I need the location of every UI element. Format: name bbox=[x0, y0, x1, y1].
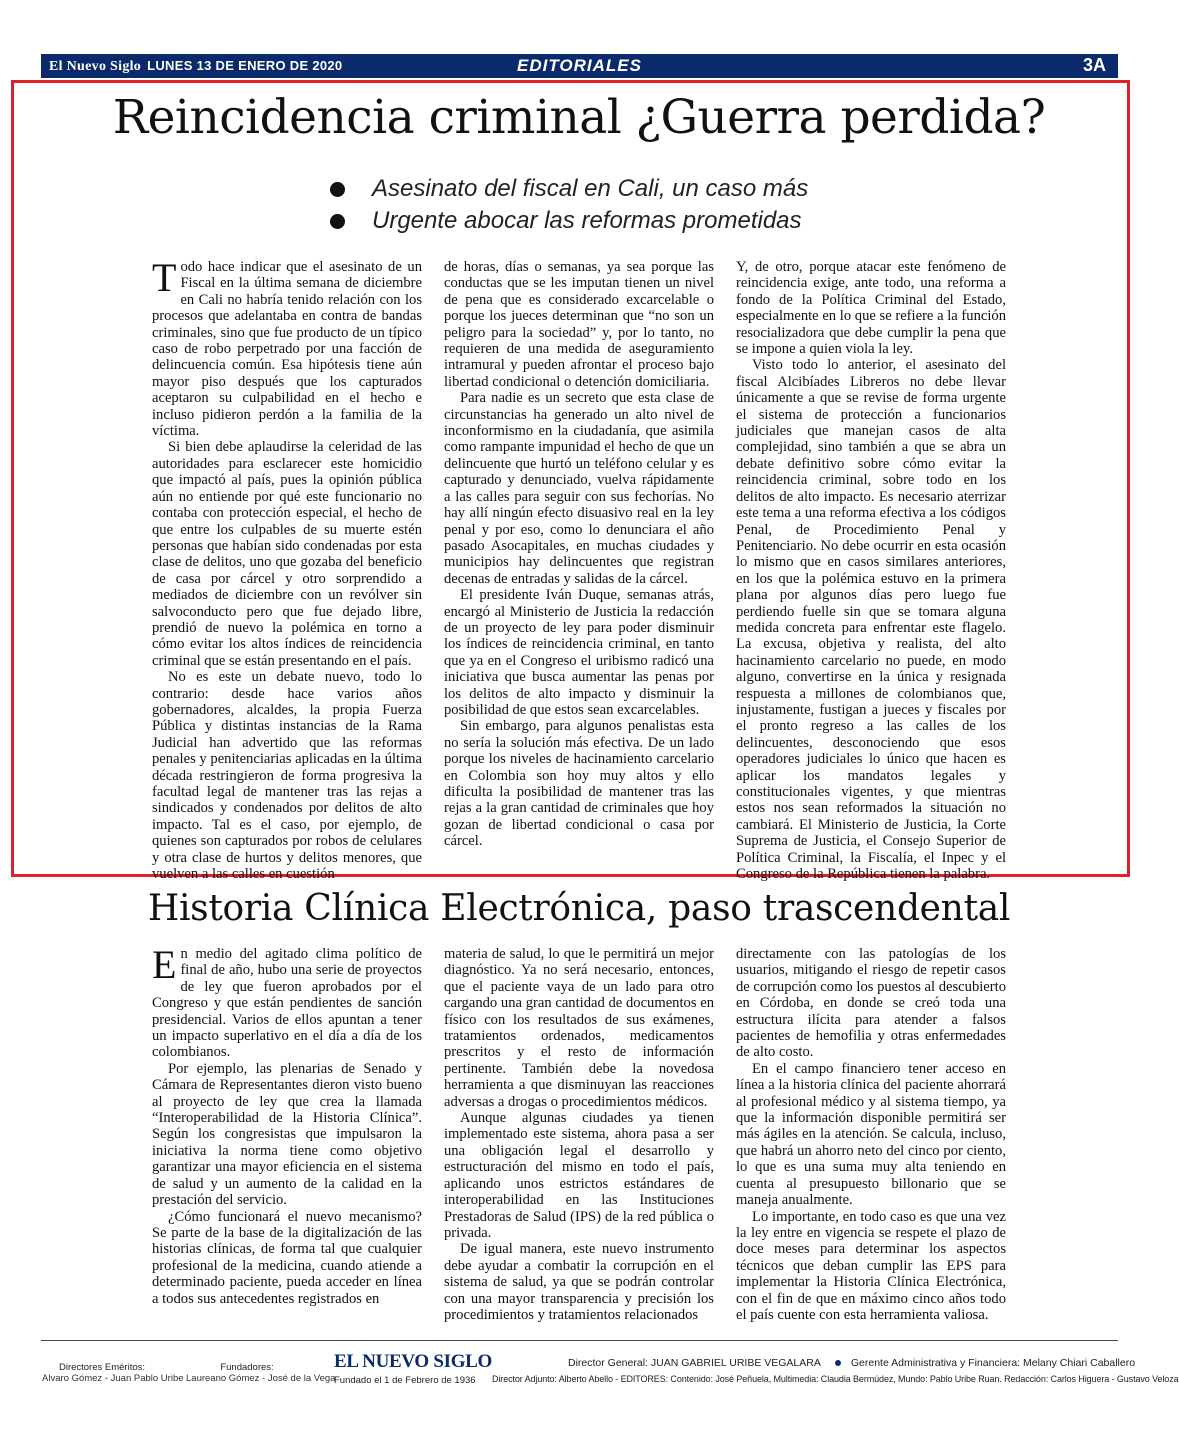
article1-body bbox=[152, 255, 1006, 883]
article-paragraph: de horas, días o semanas, ya sea porque las conductas que se les imputan tienen un nivel de pena que es considerado excarcelable o porque los jueces determinan que “no son un peligro para la sociedad” y, por lo tanto, no requieren de una medida de aseguramiento intramural y pueden afrontar el proceso bajo libertad condicional o detención domiciliaria. bbox=[444, 259, 714, 390]
bullet-text: Urgente abocar las reformas prometidas bbox=[372, 207, 802, 234]
article-paragraph: Todo hace indicar que el asesinato de un Fiscal en la última semana de diciembre en Cali no habría tenido relación con los procesos que adelantaba en contra de bandas criminales, sino que fue producto de un típico caso de robo perpetrado por una facción de delincuencia común. Esa hipótesis tiene aún mayor piso después que los capturados aceptaron su culpabilidad en el hecho e incluso pidieron perdón a la familia de la víctima. bbox=[152, 255, 422, 440]
article-paragraph: De igual manera, este nuevo instrumento debe ayudar a combatir la corrupción en el sistema de salud, ya que se podrán controlar con una mayor transparencia y precisión los procedimientos y tratamientos relacionados bbox=[444, 1241, 714, 1323]
article-paragraph: Y, de otro, porque atacar este fenómeno de reincidencia exige, ante todo, una reforma a fondo de la Política Criminal del Estado, especialmente en lo que se refiere a la función resocializadora que debe cumplir la pena que se impone a quien viola la ley. bbox=[736, 259, 1006, 358]
footer-divider bbox=[41, 1340, 1118, 1341]
article-paragraph: ¿Cómo funcionará el nuevo mecanismo? Se parte de la base de la digitalización de las historias clínicas, de forma tal que cualquier profesional de la medicina, cuando atiende a determinado paciente, pueda acceder en línea a todos sus antecedentes registrados en bbox=[152, 1208, 422, 1307]
article2-column-3 bbox=[736, 946, 1006, 1323]
separator-dot-icon bbox=[835, 1360, 841, 1366]
drop-cap: T bbox=[152, 255, 177, 300]
article1-column-1 bbox=[152, 255, 422, 883]
article1-headline: Reincidencia criminal ¿Guerra perdida? bbox=[112, 90, 1046, 145]
article-paragraph: El presidente Iván Duque, semanas atrás, encargó al Ministerio de Justicia la redacción de un proyecto de ley para poder disminuir los índices de reincidencia criminal, en tanto que ya en el Congreso el uribismo radicó una iniciativa que busca aumentar las penas por los delitos de alto impacto y disminuir la posibilidad de que estos sean excarcelables. bbox=[444, 587, 714, 718]
article2-body bbox=[152, 942, 1006, 1323]
page-number: 3A bbox=[1082, 55, 1106, 75]
founders-label: Fundadores: bbox=[220, 1362, 274, 1373]
bullet-item bbox=[330, 173, 930, 205]
gerente: Gerente Administrativa y Financiera: Melany Chiari Caballero bbox=[850, 1357, 1136, 1369]
article-paragraph: Lo importante, en todo caso es que una vez la ley entre en vigencia se respete el plazo de doce meses para determinar los aspectos técnicos que deban cumplir las EPS para implementar la Historia Clínica Electrónica, con el fin de que en máximo cinco años todo el país cuente con esta herramienta valiosa. bbox=[736, 1208, 1006, 1323]
staff-row-top bbox=[492, 1357, 1136, 1369]
header-date: LUNES 13 DE ENERO DE 2020 bbox=[147, 58, 343, 73]
bullet-item bbox=[330, 205, 930, 237]
bullet-text: Asesinato del fiscal en Cali, un caso más bbox=[372, 175, 809, 202]
drop-cap: E bbox=[152, 942, 177, 987]
article-paragraph: Aunque algunas ciudades ya tienen implementado este sistema, ahora pasa a ser una obligación legal el desarrollo y estructuración del mismo en todo el país, aplicando unos estrictos estándares de interoperabilidad en las Instituciones Prestadoras de Salud (IPS) de la red pública o privada. bbox=[444, 1110, 714, 1241]
article-paragraph: Visto todo lo anterior, el asesinato del fiscal Alcibíades Libreros no debe llevar únicamente a que se revise de forma urgente el sistema de protección a funcionarios judiciales que manejan casos de alta complejidad, sino también a que se abra un debate definitivo sobre cómo evitar la reincidencia criminal, sobre todo en los delitos de alto impacto. Es necesario aterrizar este tema a una reforma efectiva a los códigos Penal, de Procedimiento Penal y Penitenciario. No debe ocurrir en esta ocasión lo mismo que en casos similares anteriores, en los que la polémica estuvo en la primera plana por algunos días pero luego fue perdiendo fuelle sin que se tomara alguna medida concreta para enfrentar este flagelo. La excusa, objetiva y realista, del alto hacinamiento carcelario no puede, en modo alguno, convertirse en la única y resignada respuesta a millones de colombianos que, injustamente, fustigan a jueces y fiscales por el pronto regreso a las calles de los delincuentes, desconociendo que esos operadores judiciales lo único que hacen es aplicar los mandatos legales y constitucionales vigentes, y que mientras estos nos sean reformados la situación no cambiará. El Ministerio de Justicia, la Corte Suprema de Justicia, el Consejo Superior de Política Criminal, la Fiscalía, el Inpec y el Congreso de la República tienen la palabra. bbox=[736, 357, 1006, 883]
staff-row-bottom: Director Adjunto: Alberto Abello - EDITORES: Contenido: José Peñuela, Multimedia: Claudia Bermúdez, Mundo: Pablo Uribe Ruan. Redacción: Carlos Higuera - Gustavo Veloza bbox=[492, 1374, 1179, 1384]
article2-headline: Historia Clínica Electrónica, paso trascendental bbox=[147, 888, 1011, 929]
bullet-dot-icon bbox=[330, 182, 345, 197]
article-paragraph: materia de salud, lo que le permitirá un mejor diagnóstico. Ya no será necesario, entonces, que el paciente vaya de un lado para otro cargando una gran cantidad de documentos en físico con los resultados de sus exámenes, tratamientos ordenados, medicamentos prescritos y el resto de información pertinente. También debe la novedosa herramienta a que disminuyan las reacciones adversas a drogas o procedimientos médicos. bbox=[444, 946, 714, 1110]
directors-label: Directores Eméritos: bbox=[58, 1362, 146, 1373]
page-header-bar bbox=[41, 54, 1118, 78]
article-paragraph: Si bien debe aplaudirse la celeridad de las autoridades para esclarecer este homicidio que impactó al país, pues la opinión pública aún no entiende por qué este funcionario no contaba con protección especial, el hecho de que entre los culpables de su muerte estén personas que habían sido condenadas por esta clase de delitos, uno que gozaba del beneficio de casa por cárcel y otro sorprendido a mediados de diciembre con un revólver sin salvoconducto pero que fue dejado libre, prendió de nuevo la polémica en torno a cómo evitar los altos índices de reincidencia criminal que se están presentando en el país. bbox=[152, 439, 422, 669]
founders-names: Laureano Gómez - José de la Vega bbox=[186, 1373, 336, 1384]
article2-column-1 bbox=[152, 942, 422, 1312]
footer-founders bbox=[186, 1362, 336, 1384]
article-paragraph: En el campo financiero tener acceso en línea a la historia clínica del paciente ahorrará al profesional médico y al sistema tiempo, ya que la información disponible permitirá ser más ágiles en la atención. Se calcula, incluso, que habrá un ahorro neto del cinco por ciento, lo que es una suma muy alta teniendo en cuenta al presupuesto billonario que se maneja anualmente. bbox=[736, 1060, 1006, 1209]
directors-names: Alvaro Gómez - Juan Pablo Uribe bbox=[42, 1373, 184, 1384]
article2-column-2 bbox=[444, 946, 714, 1323]
section-title: EDITORIALES bbox=[517, 56, 642, 75]
article-paragraph: No es este un debate nuevo, todo lo contrario: desde hace varios años gobernadores, alcaldes, la propia Fuerza Pública y distintas instancias de la Rama Judicial han advertido que las reformas penales y penitenciarias aplicadas en la última década restringieron de forma progresiva la facultad legal de mantener tras las rejas a sindicados y condenados por delitos de alto impacto. Tal es el caso, por ejemplo, de quienes son capturados por robos de celulares y otra clase de hurtos y delitos menores, que vuelven a las calles en cuestión bbox=[152, 669, 422, 883]
article1-column-3 bbox=[736, 259, 1006, 883]
director-general: Director General: JUAN GABRIEL URIBE VEGALARA bbox=[568, 1357, 821, 1369]
footer-staff bbox=[492, 1357, 1179, 1384]
founded-date: Fundado el 1 de Febrero de 1936 bbox=[334, 1375, 476, 1386]
article-paragraph: Sin embargo, para algunos penalistas esta no sería la solución más efectiva. De un lado porque los niveles de hacinamiento carcelario en Colombia son hoy muy altos y ello dificulta la posibilidad de mantener tras las rejas a la gran cantidad de criminales que hoy gozan de libertad condicional o casa por cárcel. bbox=[444, 718, 714, 850]
article-paragraph: Para nadie es un secreto que esta clase de circunstancias ha generado un alto nivel de inconformismo en la ciudadanía, que asimila como rampante impunidad el hecho de que un delincuente que hurtó un teléfono celular y es capturado y denunciado, vuelva rápidamente a las calles para seguir con sus fechorías. No hay allí ningún efecto disuasivo real en la ley penal y por eso, como lo denunciara el año pasado Asocapitales, en muchas ciudades y municipios hay delincuentes que registran decenas de entradas y salidas de la cárcel. bbox=[444, 390, 714, 587]
article-paragraph: Por ejemplo, las plenarias de Senado y Cámara de Representantes dieron visto bueno al proyecto de ley que crea la llamada “Interoperabilidad de la Historia Clínica”. Según los congresistas que impulsaron la iniciativa la norma tiene como objetivo garantizar una mayor eficiencia en el sistema de salud y un aumento de la calidad en la prestación del servicio. bbox=[152, 1060, 422, 1209]
article-paragraph: directamente con las patologías de los usuarios, mitigando el riesgo de repetir casos de corrupción como los puestos al descubierto en Córdoba, en donde se creó toda una estructura ilícita para atender a falsos pacientes de hemofilia y otras enfermedades de alto costo. bbox=[736, 946, 1006, 1061]
article-paragraph: En medio del agitado clima político de final de año, hubo una serie de proyectos de ley que fueron aprobados por el Congreso y que están pendientes de sanción presidencial. Varios de ellos apuntan a tener un impacto superlativo en el día a día de los colombianos. bbox=[152, 942, 422, 1061]
article1-column-2 bbox=[444, 259, 714, 861]
footer-directors bbox=[42, 1362, 184, 1384]
newspaper-logo: EL NUEVO SIGLO bbox=[334, 1351, 493, 1372]
bullet-dot-icon bbox=[330, 214, 345, 229]
header-brand: El Nuevo Siglo bbox=[49, 59, 142, 74]
footer-logo-block bbox=[334, 1351, 493, 1386]
article1-bullets bbox=[330, 173, 930, 237]
